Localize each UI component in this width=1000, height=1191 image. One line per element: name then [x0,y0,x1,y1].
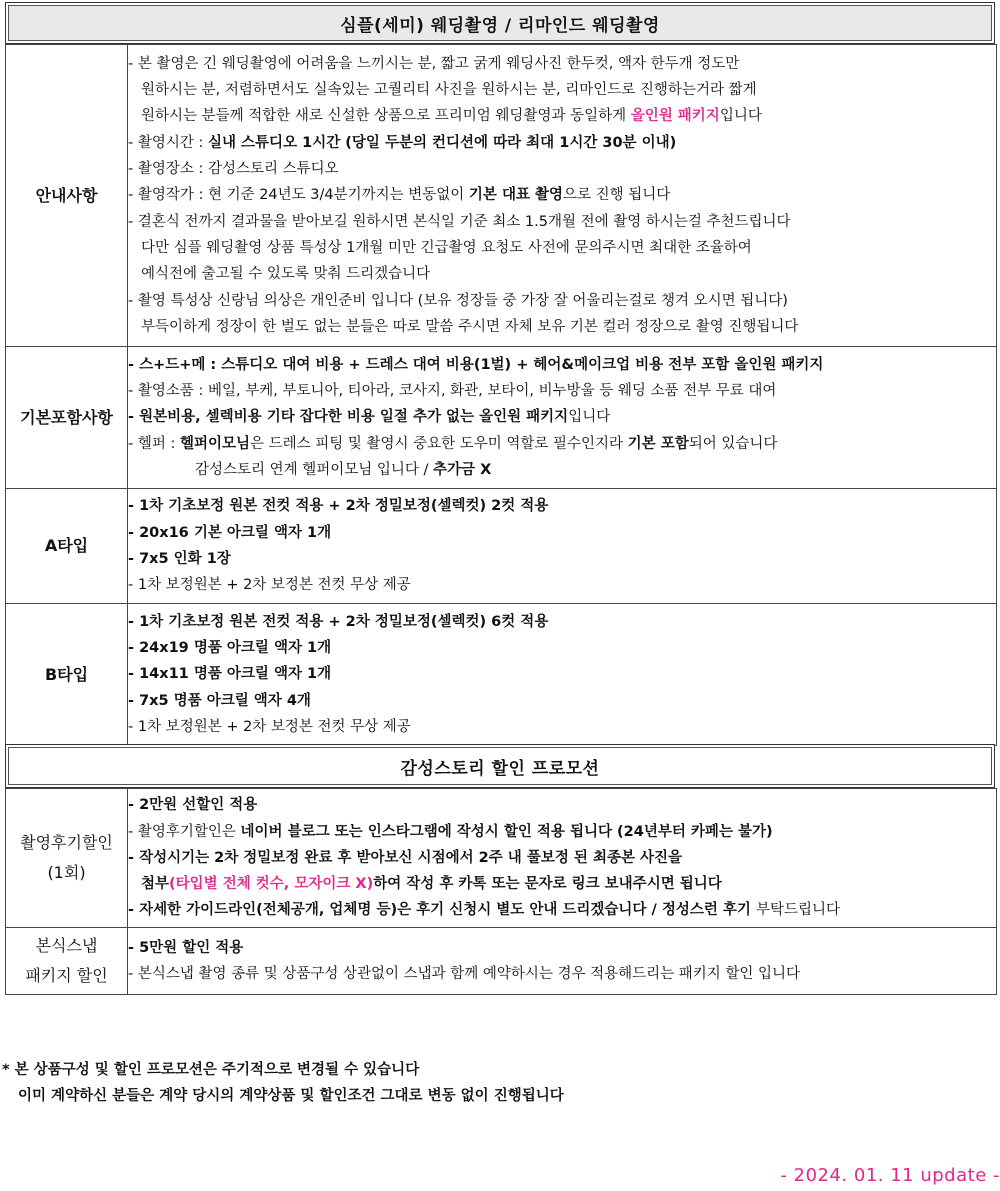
footer-note-1: * 본 상품구성 및 할인 프로모션은 주기적으로 변경될 수 있습니다 [2,1062,420,1078]
info-line: - 촬영작가 : 현 기준 24년도 3/4분기까지는 변동없이 기본 대표 촬영으로 진행 됩니다 [128,187,671,204]
review-line: 첨부(타입별 전체 컷수, 모자이크 X)하여 작성 후 카톡 또는 문자로 링크 보내주시면 됩니다 [141,876,722,893]
snap-row [6,928,997,995]
review-line: - 작성시기는 2차 정밀보정 완료 후 받아보신 시점에서 2주 내 풀보정 된 최종본 사진을 [128,849,683,866]
type-b-line: - 1차 보정원본 + 2차 보정본 전컷 무상 제공 [128,718,411,735]
info-line: 원하시는 분들께 적합한 새로 신설한 상품으로 프리미엄 웨딩촬영과 동일하게 올인원 패키지입니다 [141,108,762,125]
mosaic-highlight: (타입별 전체 컷수, 모자이크 X) [169,876,374,893]
info-content [128,45,997,347]
basic-line: - 헬퍼 : 헬퍼이모님은 드레스 피팅 및 촬영시 중요한 도우미 역할로 필수인지라 기본 포함되어 있습니다 [128,435,778,452]
basic-content [128,347,997,489]
footer-note-2: 이미 계약하신 분들은 계약 당시의 계약상품 및 할인조건 그대로 변동 없이 진행됩니다 [18,1088,564,1104]
product-table [5,44,997,746]
basic-label: 기본포함사항 [6,347,128,489]
update-date: - 2024. 01. 11 update - [780,1165,1000,1186]
review-line: - 2만원 선할인 적용 [128,797,258,814]
info-label: 안내사항 [6,45,128,347]
review-content [128,789,997,928]
review-line: - 자세한 가이드라인(전체공개, 업체명 등)은 후기 신청시 별도 안내 드리겠습니다 / 정성스런 후기 부탁드립니다 [128,902,841,919]
review-row [6,789,997,928]
type-b-line: - 7x5 명품 아크릴 액자 4개 [128,692,311,709]
type-b-line: - 24x19 명품 아크릴 액자 1개 [128,640,332,657]
type-a-line: - 1차 보정원본 + 2차 보정본 전컷 무상 제공 [128,577,411,594]
basic-line: - 촬영소품 : 베일, 부케, 부토니아, 티아라, 코사지, 화관, 보타이, 비누방울 등 웨딩 소품 전부 무료 대여 [128,383,777,400]
type-a-label: A타입 [6,489,128,604]
basic-line: 감성스토리 연계 헬퍼이모님 입니다 / 추가금 X [195,461,492,478]
info-line: - 촬영 특성상 신랑님 의상은 개인준비 입니다 (보유 정장들 중 가장 잘 어울리는걸로 챙겨 오시면 됩니다) [128,292,788,309]
type-a-content [128,489,997,604]
info-line: 다만 심플 웨딩촬영 상품 특성상 1개월 미만 긴급촬영 요청도 사전에 문의주시면 최대한 조율하여 [141,239,752,256]
info-line: - 결혼식 전까지 결과물을 받아보길 원하시면 본식일 기준 최소 1.5개월 전에 촬영 하시는걸 추천드립니다 [128,213,791,230]
type-b-content [128,604,997,746]
basic-line: - 스+드+메 : 스튜디오 대여 비용 + 드레스 대여 비용(1벌) + 헤어&메이크업 비용 전부 포함 올인원 패키지 [128,356,824,373]
allinone-highlight: 올인원 패키지 [630,108,720,125]
review-line: - 촬영후기할인은 네이버 블로그 또는 인스타그램에 작성시 할인 적용 됩니다 (24년부터 카페는 불가) [128,823,773,840]
info-line: 원하시는 분, 저렴하면서도 실속있는 고퀄리티 사진을 원하시는 분, 리마인드로 진행하는거라 짧게 [141,82,757,99]
type-a-line: - 20x16 기본 아크릴 액자 1개 [128,524,332,541]
info-line: 예식전에 출고될 수 있도록 맞춰 드리겠습니다 [141,266,431,283]
promo-table [5,788,997,995]
type-b-row [6,604,997,746]
snap-label: 본식스냅 패키지 할인 [6,928,128,995]
type-a-line: - 7x5 인화 1장 [128,551,231,567]
snap-content [128,928,997,995]
type-a-row [6,489,997,604]
title-header [5,2,995,44]
snap-line: - 5만원 할인 적용 [128,939,244,956]
promo-header [5,744,995,788]
info-row [6,45,997,347]
type-b-line: - 14x11 명품 아크릴 액자 1개 [128,666,332,683]
type-a-line: - 1차 기초보정 원본 전컷 적용 + 2차 정밀보정(셀렉컷) 2컷 적용 [128,498,549,515]
promo-title: 감성스토리 할인 프로모션 [400,758,600,779]
basic-row [6,347,997,489]
basic-line: - 원본비용, 셀렉비용 기타 잡다한 비용 일절 추가 없는 올인원 패키지입니다 [128,409,611,426]
info-line: 부득이하게 정장이 한 벌도 없는 분들은 따로 말씀 주시면 자체 보유 기본 컬러 정장으로 촬영 진행됩니다 [141,318,799,335]
snap-line: - 본식스냅 촬영 종류 및 상품구성 상관없이 스냅과 함께 예약하시는 경우 적용해드리는 패키지 할인 입니다 [128,966,801,982]
review-label: 촬영후기할인 (1회) [6,789,128,928]
page-title: 심플(세미) 웨딩촬영 / 리마인드 웨딩촬영 [340,15,660,36]
type-b-line: - 1차 기초보정 원본 전컷 적용 + 2차 정밀보정(셀렉컷) 6컷 적용 [128,613,549,630]
info-line: - 촬영장소 : 감성스토리 스튜디오 [128,161,339,178]
info-line: - 촬영시간 : 실내 스튜디오 1시간 (당일 두분의 컨디션에 따라 최대 1시간 30분 이내) [128,134,677,151]
type-b-label: B타입 [6,604,128,746]
info-line: - 본 촬영은 긴 웨딩촬영에 어려움을 느끼시는 분, 짧고 굵게 웨딩사진 한두컷, 액자 한두개 정도만 [128,55,740,72]
